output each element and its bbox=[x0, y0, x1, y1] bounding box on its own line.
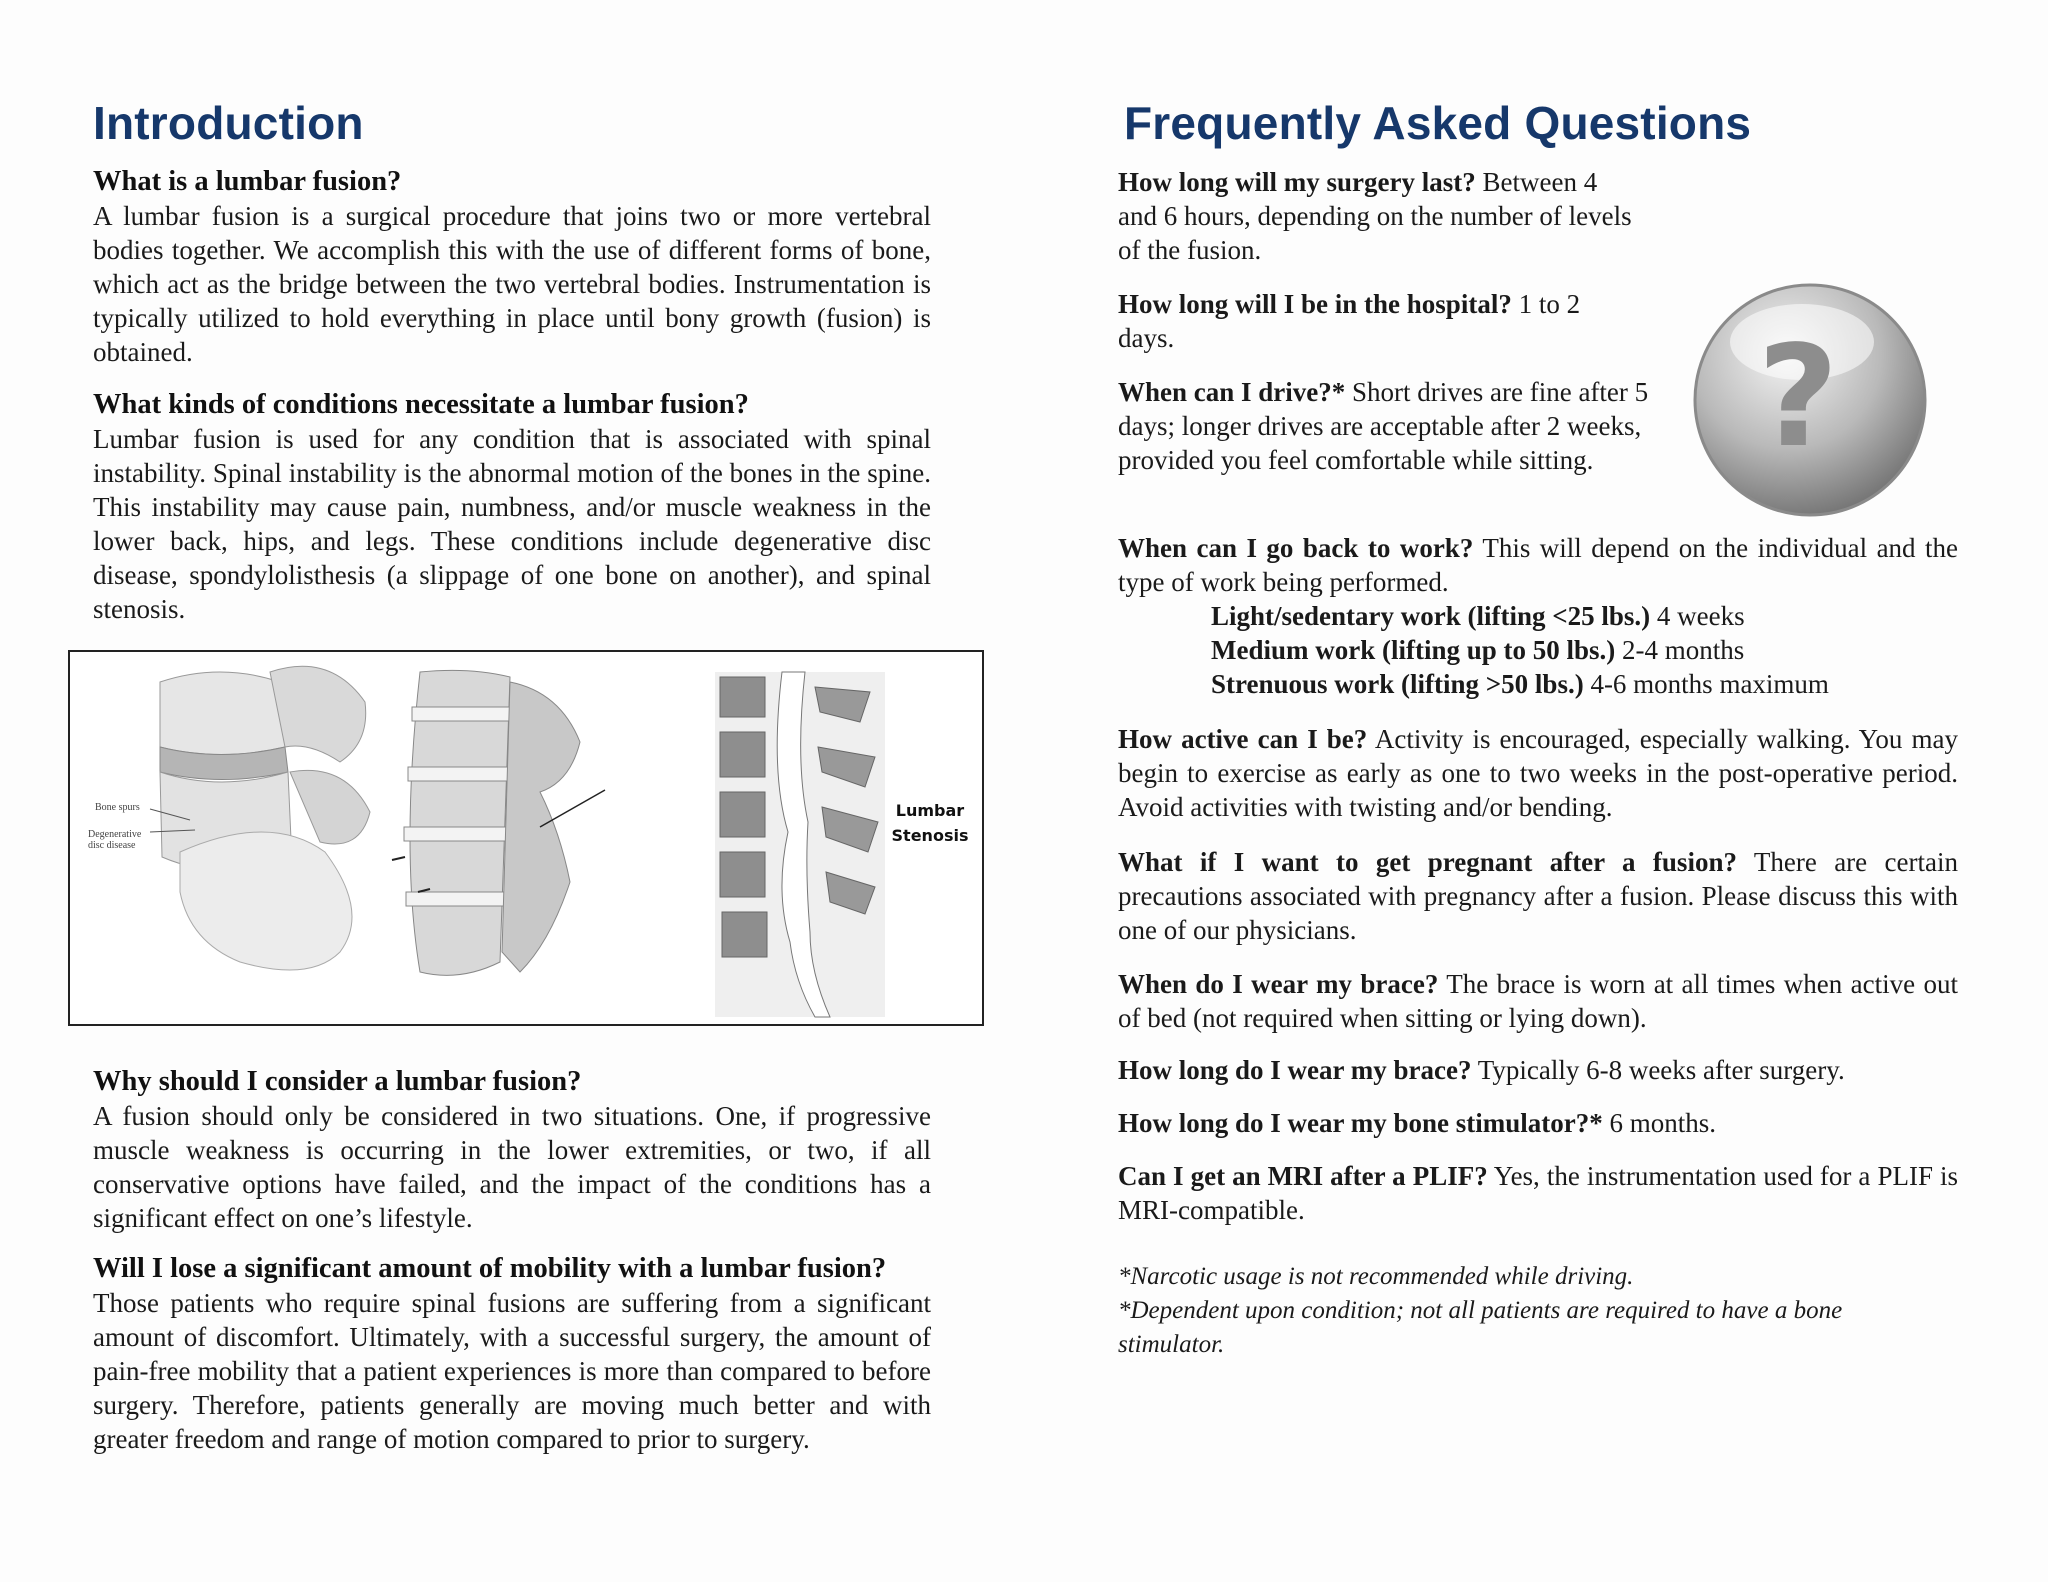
section-answer: A fusion should only be considered in two situations. One, if progressive muscle weakness is occurring in the lower extremities, or two, if all conservative options have failed, and the impact of the conditions has a significant effect on one’s lifestyle. bbox=[93, 1101, 931, 1233]
degenerative-disc-label: Degenerative disc disease bbox=[88, 829, 142, 851]
section-question: What is a lumbar fusion? bbox=[93, 166, 402, 197]
faq-answer: 1 to 2 days. bbox=[1118, 289, 1581, 353]
bone-spurs-label: Bone spurs bbox=[95, 802, 140, 813]
question-mark-icon bbox=[1690, 280, 1930, 520]
faq-answer: There are certain precautions associated with pregnancy after a fusion. Please discuss this with one of our physicians. bbox=[1118, 847, 1958, 945]
work-level-value: 2-4 months bbox=[1615, 635, 1745, 665]
section-question: Why should I consider a lumbar fusion? bbox=[93, 1066, 582, 1097]
faq-answer: Activity is encouraged, especially walking. You may begin to exercise as early as one to two weeks in the post-operative period. Avoid activities with twisting and/or bending. bbox=[1118, 724, 1958, 822]
stenosis-label-line2: Stenosis bbox=[891, 826, 969, 845]
faq-item-bone-stimulator bbox=[1118, 1106, 1958, 1140]
faq-answer: The brace is worn at all times when active out of bed (not required when sitting or lying down). bbox=[1118, 969, 1958, 1033]
section-answer: Lumbar fusion is used for any condition that is associated with spinal instability. Spinal instability is the abnormal motion of the bones in the spine. This instability may cause pain, numbness, and/or muscle weakness in the lower back, hips, and legs. These conditions include degenerative disc disease, spondylolisthesis (a slippage of one bone on another), and spinal stenosis. bbox=[93, 424, 931, 624]
footnote-bone-stimulator: *Dependent upon condition; not all patients are required to have a bone stimulator. bbox=[1118, 1297, 1843, 1358]
work-level-label: Strenuous work (lifting >50 lbs.) bbox=[1211, 669, 1584, 699]
work-level-medium bbox=[1118, 633, 1958, 667]
faq-question: How long do I wear my bone stimulator?* bbox=[1118, 1108, 1603, 1138]
faq-item-mri bbox=[1118, 1159, 1958, 1227]
spine-illustrations bbox=[70, 652, 982, 1024]
faq-answer: 6 months. bbox=[1602, 1108, 1717, 1138]
section-why bbox=[93, 1065, 931, 1235]
spine-side-view-illustration bbox=[392, 670, 605, 975]
lumbar-stenosis-label bbox=[880, 798, 980, 848]
faq-question: How long will my surgery last? bbox=[1118, 167, 1476, 197]
faq-item-brace-duration bbox=[1118, 1053, 1958, 1087]
work-level-label: Medium work (lifting up to 50 lbs.) bbox=[1211, 635, 1616, 665]
faq-item-return-to-work bbox=[1118, 531, 1958, 701]
faq-question: When can I go back to work? bbox=[1118, 533, 1474, 563]
work-level-strenuous bbox=[1118, 667, 1958, 701]
work-level-value: 4-6 months maximum bbox=[1583, 669, 1829, 699]
section-question: Will I lose a significant amount of mobility with a lumbar fusion? bbox=[93, 1253, 887, 1284]
faq-answer: Yes, the instrumentation used for a PLIF is MRI-compatible. bbox=[1118, 1161, 1959, 1225]
faq-item-hospital-stay bbox=[1118, 287, 1638, 355]
faq-item-surgery-length bbox=[1118, 165, 1638, 267]
faq-answer: Short drives are fine after 5 days; longer drives are acceptable after 2 weeks, provided you feel comfortable while sitting. bbox=[1118, 377, 1649, 475]
faq-question: Can I get an MRI after a PLIF? bbox=[1118, 1161, 1488, 1191]
work-level-light bbox=[1118, 599, 1958, 633]
vertebra-illustration bbox=[150, 666, 370, 970]
faq-question: How active can I be? bbox=[1118, 724, 1368, 754]
section-question: What kinds of conditions necessitate a lumbar fusion? bbox=[93, 389, 749, 420]
svg-text:?: ? bbox=[1757, 316, 1839, 479]
lumbar-label-line1: Lumbar bbox=[895, 801, 965, 820]
faq-answer: Between 4 and 6 hours, depending on the number of levels of the fusion. bbox=[1118, 167, 1632, 265]
work-level-value: 4 weeks bbox=[1650, 601, 1745, 631]
faq-answer: Typically 6-8 weeks after surgery. bbox=[1471, 1055, 1845, 1085]
section-what-is bbox=[93, 165, 931, 369]
footnotes bbox=[1118, 1260, 1908, 1362]
faq-question: How long will I be in the hospital? bbox=[1118, 289, 1512, 319]
faq-heading: Frequently Asked Questions bbox=[1124, 97, 1752, 149]
footnote-narcotic: *Narcotic usage is not recommended while driving. bbox=[1118, 1263, 1634, 1290]
faq-question: When do I wear my brace? bbox=[1118, 969, 1439, 999]
faq-question: When can I drive?* bbox=[1118, 377, 1346, 407]
faq-answer: This will depend on the individual and the type of work being performed. bbox=[1118, 533, 1959, 597]
spine-illustration-figure bbox=[68, 650, 984, 1026]
faq-item-brace-when bbox=[1118, 967, 1958, 1035]
section-conditions bbox=[93, 388, 931, 626]
faq-question: What if I want to get pregnant after a fusion? bbox=[1118, 847, 1737, 877]
introduction-heading: Introduction bbox=[93, 97, 364, 149]
work-level-label: Light/sedentary work (lifting <25 lbs.) bbox=[1211, 601, 1651, 631]
section-answer: A lumbar fusion is a surgical procedure that joins two or more vertebral bodies together. We accomplish this with the use of different forms of bone, which act as the bridge between the two vertebral bodies. Instrumentation is typically utilized to hold everything in place until bony growth (fusion) is obtained. bbox=[93, 201, 931, 367]
faq-item-activity bbox=[1118, 722, 1958, 824]
section-answer: Those patients who require spinal fusions are suffering from a significant amount of discomfort. Ultimately, with a successful surgery, the amount of pain-free mobility that a patient experiences is more than compared to before surgery. Therefore, patients generally are moving much better and with greater freedom and range of motion compared to prior to surgery. bbox=[93, 1288, 931, 1454]
faq-item-pregnancy bbox=[1118, 845, 1958, 947]
faq-question: How long do I wear my brace? bbox=[1118, 1055, 1472, 1085]
section-mobility bbox=[93, 1252, 931, 1456]
stenosis-illustration bbox=[715, 672, 885, 1017]
faq-item-driving bbox=[1118, 375, 1658, 477]
